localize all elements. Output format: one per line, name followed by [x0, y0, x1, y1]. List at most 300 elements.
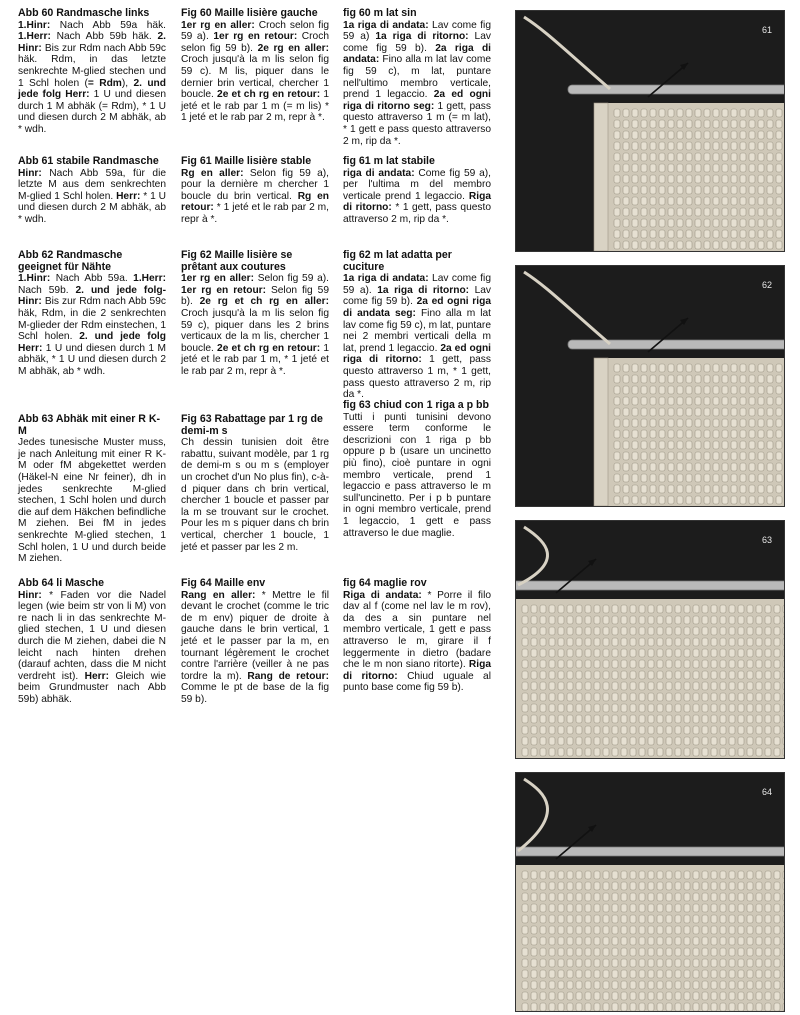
stitch [594, 671, 600, 679]
stitch [567, 871, 573, 879]
stitch [668, 120, 674, 128]
stitch [758, 364, 764, 372]
stitch [684, 937, 690, 945]
stitch [522, 871, 528, 879]
stitch [749, 430, 755, 438]
stitch [765, 638, 771, 646]
stitch [686, 241, 692, 249]
stitch [630, 992, 636, 1000]
stitch [614, 474, 620, 482]
stitch [630, 660, 636, 668]
stitch [641, 375, 647, 383]
stitch [639, 937, 645, 945]
stitch [603, 682, 609, 690]
stitch [731, 430, 737, 438]
stitch [641, 485, 647, 493]
stitch [731, 186, 737, 194]
stitch [765, 915, 771, 923]
stitch [540, 660, 546, 668]
stitch [540, 981, 546, 989]
stitch [641, 408, 647, 416]
stitch [758, 219, 764, 227]
stitch [549, 937, 555, 945]
stitch [711, 959, 717, 967]
stitch [614, 452, 620, 460]
stitch [585, 616, 591, 624]
stitch [632, 386, 638, 394]
stitch [684, 638, 690, 646]
stitch [677, 430, 683, 438]
stitch [567, 748, 573, 756]
stitch [686, 153, 692, 161]
stitch [731, 120, 737, 128]
stitch [659, 408, 665, 416]
stitch [639, 726, 645, 734]
instruction-label: Riga di ritorno: [343, 190, 491, 214]
stitch [774, 915, 780, 923]
stitch [720, 715, 726, 723]
stitch [711, 915, 717, 923]
stitch [657, 682, 663, 690]
stitch [686, 386, 692, 394]
stitch [603, 970, 609, 978]
stitch [641, 441, 647, 449]
stitch [684, 992, 690, 1000]
stitch [612, 926, 618, 934]
stitch [756, 1003, 762, 1011]
stitch [686, 419, 692, 427]
stitch [729, 660, 735, 668]
stitch [713, 164, 719, 172]
stitch [668, 109, 674, 117]
stitch [711, 937, 717, 945]
instruction-label: Rang de retour: [247, 670, 329, 682]
stitch [713, 142, 719, 150]
stitch [704, 485, 710, 493]
stitch [756, 926, 762, 934]
stitch [765, 981, 771, 989]
stitch [684, 726, 690, 734]
stitch [540, 605, 546, 613]
instruction-text: Lav come fig 59 a) [343, 19, 491, 43]
stitch [756, 992, 762, 1000]
stitch [522, 726, 528, 734]
stitch [740, 142, 746, 150]
stitch [558, 660, 564, 668]
stitch [729, 638, 735, 646]
stitch [765, 992, 771, 1000]
stitch [614, 230, 620, 238]
stitch [747, 638, 753, 646]
stitch [623, 109, 629, 117]
stitch [675, 715, 681, 723]
stitch [731, 142, 737, 150]
instruction-text: * 1 U und diesen durch 2 M abhäk, ab * wdh. [18, 190, 166, 225]
crochet-hook [568, 85, 784, 94]
stitch [531, 981, 537, 989]
stitch [749, 131, 755, 139]
stitch [614, 164, 620, 172]
stitch [695, 153, 701, 161]
stitch [648, 981, 654, 989]
stitch [675, 937, 681, 945]
stitch [702, 926, 708, 934]
stitch [704, 474, 710, 482]
stitch [684, 616, 690, 624]
stitch [594, 915, 600, 923]
stitch [549, 726, 555, 734]
stitch [614, 408, 620, 416]
stitch [711, 693, 717, 701]
stitch [603, 1003, 609, 1011]
section-title: Abb 61 stabile Randmasche [18, 155, 159, 167]
stitch [650, 397, 656, 405]
stitch [632, 375, 638, 383]
stitch [632, 452, 638, 460]
stitch [659, 452, 665, 460]
stitch [531, 693, 537, 701]
stitch [693, 649, 699, 657]
stitch [549, 682, 555, 690]
stitch [747, 937, 753, 945]
stitch [630, 1003, 636, 1011]
instruction-text: Croch jusqu'à la m lis selon fig 59 c), piquer dans les 2 brins verticaux de la m lis, chercher 1 boucle. [181, 307, 329, 354]
instruction-text: Selon fig 59 a). [253, 273, 329, 285]
instruction-label: 2a riga di andata: [343, 42, 491, 66]
stitch [567, 1003, 573, 1011]
stitch [783, 737, 784, 745]
stitch [585, 693, 591, 701]
stitch [722, 109, 728, 117]
stitch [603, 871, 609, 879]
stitch [693, 605, 699, 613]
section-title: Abb 63 Abhäk mit einer R K-M [18, 413, 161, 437]
stitch [729, 671, 735, 679]
stitch [659, 474, 665, 482]
stitch [558, 926, 564, 934]
stitch [738, 748, 744, 756]
stitch [659, 175, 665, 183]
stitch [641, 397, 647, 405]
stitch [522, 715, 528, 723]
stitch [650, 496, 656, 504]
stitch [576, 959, 582, 967]
stitch [713, 197, 719, 205]
stitch [767, 397, 773, 405]
stitch [567, 616, 573, 624]
section-title: fig 64 maglie rov [343, 577, 427, 589]
stitch [722, 375, 728, 383]
instruction-label: 2e et ch rg en retour: [217, 342, 321, 354]
stitch [765, 649, 771, 657]
stitch [522, 638, 528, 646]
stitch [567, 981, 573, 989]
stitch [659, 230, 665, 238]
stitch [747, 682, 753, 690]
stitch [776, 175, 782, 183]
stitch [774, 682, 780, 690]
stitch [603, 959, 609, 967]
stitch [567, 638, 573, 646]
stitch [659, 109, 665, 117]
stitch [648, 970, 654, 978]
stitch [522, 627, 528, 635]
stitch [659, 186, 665, 194]
stitch [776, 430, 782, 438]
section-fig-61 [181, 156, 329, 226]
stitch [711, 882, 717, 890]
stitch [632, 164, 638, 172]
stitch [765, 937, 771, 945]
stitch [783, 904, 784, 912]
stitch [567, 726, 573, 734]
stitch [558, 704, 564, 712]
stitch [603, 937, 609, 945]
stitch [695, 142, 701, 150]
stitch [621, 882, 627, 890]
stitch [704, 241, 710, 249]
stitch [783, 959, 784, 967]
stitch [704, 219, 710, 227]
stitch [585, 981, 591, 989]
stitch [713, 408, 719, 416]
stitch [594, 605, 600, 613]
stitch [702, 660, 708, 668]
section-title: fig 61 m lat stabile [343, 155, 435, 167]
stitch [630, 937, 636, 945]
stitch [659, 430, 665, 438]
stitch [695, 197, 701, 205]
stitch [632, 474, 638, 482]
stitch [641, 463, 647, 471]
stitch [783, 748, 784, 756]
stitch [623, 120, 629, 128]
stitch [756, 893, 762, 901]
stitch [675, 882, 681, 890]
stitch [695, 186, 701, 194]
stitch [567, 649, 573, 657]
stitch [783, 981, 784, 989]
stitch [540, 904, 546, 912]
section-body [343, 168, 491, 226]
stitch [650, 430, 656, 438]
stitch [740, 153, 746, 161]
stitch [567, 704, 573, 712]
stitch [648, 959, 654, 967]
stitch [549, 693, 555, 701]
instruction-text: Croch selon fig 59 a). [181, 19, 329, 43]
stitch [666, 715, 672, 723]
stitch [767, 186, 773, 194]
stitch [549, 616, 555, 624]
stitch [722, 197, 728, 205]
stitch [522, 660, 528, 668]
stitch [722, 208, 728, 216]
photo-figure-61 [515, 10, 785, 252]
stitch [549, 871, 555, 879]
stitch [614, 463, 620, 471]
stitch [693, 748, 699, 756]
stitch [668, 153, 674, 161]
stitch [594, 981, 600, 989]
stitch [603, 649, 609, 657]
stitch [594, 638, 600, 646]
stitch [621, 981, 627, 989]
stitch [729, 926, 735, 934]
stitch [531, 948, 537, 956]
instruction-text: Selon fig 59 b). [181, 284, 329, 308]
stitch [540, 893, 546, 901]
stitch [774, 893, 780, 901]
stitch [612, 660, 618, 668]
stitch [776, 186, 782, 194]
stitch [675, 981, 681, 989]
stitch [567, 970, 573, 978]
stitch [639, 748, 645, 756]
stitch [776, 109, 782, 117]
stitch [783, 726, 784, 734]
stitch [621, 638, 627, 646]
stitch [567, 959, 573, 967]
stitch [711, 970, 717, 978]
stitch [675, 893, 681, 901]
stitch [549, 638, 555, 646]
stitch [702, 605, 708, 613]
stitch [686, 485, 692, 493]
stitch [765, 926, 771, 934]
stitch [639, 1003, 645, 1011]
stitch [684, 693, 690, 701]
stitch [623, 419, 629, 427]
stitch [693, 682, 699, 690]
stitch [774, 904, 780, 912]
stitch [641, 386, 647, 394]
stitch [648, 737, 654, 745]
stitch [576, 981, 582, 989]
stitch [695, 430, 701, 438]
stitch [540, 638, 546, 646]
stitch [630, 737, 636, 745]
stitch [747, 915, 753, 923]
stitch [657, 871, 663, 879]
stitch [641, 474, 647, 482]
stitch [576, 871, 582, 879]
stitch [594, 970, 600, 978]
stitch [668, 364, 674, 372]
instruction-label: Rg en aller: [181, 167, 244, 179]
stitch [603, 605, 609, 613]
stitch [639, 981, 645, 989]
stitch [648, 715, 654, 723]
stitch [738, 627, 744, 635]
stitch [666, 660, 672, 668]
section-title: fig 63 chiud con 1 riga a p bb [343, 399, 489, 411]
stitch [650, 131, 656, 139]
stitch [540, 671, 546, 679]
stitch [623, 153, 629, 161]
instruction-text: Jedes tunesische Muster muss, je nach Anleitung mit einer R K-M oder fM abgekettet werden (Häkel-N eine Nr feiner), dh in jedes senkrechte M-glied stechen, 1 Schl holen und durch die auf dem Häkchen befindliche M ziehen. Bei fM in jedes senkrechte M-glied stechen, 1 Schl holen, 1 U und durch beide M ziehen. [18, 437, 166, 565]
stitch [767, 441, 773, 449]
stitch [738, 915, 744, 923]
stitch [756, 660, 762, 668]
stitch [774, 638, 780, 646]
stitch [639, 970, 645, 978]
stitch [632, 219, 638, 227]
stitch [657, 915, 663, 923]
stitch [657, 893, 663, 901]
stitch [576, 893, 582, 901]
stitch [720, 649, 726, 657]
stitch [693, 904, 699, 912]
stitch [731, 375, 737, 383]
stitch [650, 386, 656, 394]
stitch [603, 726, 609, 734]
stitch [540, 737, 546, 745]
instruction-label: Rang en aller: [181, 589, 256, 601]
stitch [693, 893, 699, 901]
stitch [549, 748, 555, 756]
stitch [749, 230, 755, 238]
stitch [623, 164, 629, 172]
stitch [632, 109, 638, 117]
instruction-text: Gleich wie beim Grundmuster nach Abb 59b) abhäk. [18, 670, 166, 705]
figure-number: 62 [761, 280, 772, 290]
stitch [632, 419, 638, 427]
stitch [677, 186, 683, 194]
stitch [783, 871, 784, 879]
stitch [776, 364, 782, 372]
stitch [695, 120, 701, 128]
stitch [740, 364, 746, 372]
stitch [749, 364, 755, 372]
stitch [567, 904, 573, 912]
instruction-text: Lav come fig 59 a). [343, 273, 491, 296]
stitch [558, 737, 564, 745]
stitch [576, 638, 582, 646]
stitch [684, 715, 690, 723]
stitch [747, 992, 753, 1000]
stitch [639, 992, 645, 1000]
stitch [630, 671, 636, 679]
instruction-label: 2e et ch rg en retour: [217, 89, 321, 101]
stitch [630, 970, 636, 978]
stitch [695, 485, 701, 493]
stitch [666, 682, 672, 690]
instruction-text: Croch jusqu'à la m lis selon fig 59 c). M lis, piquer dans le dernier brin vertical, chercher 1 boucle. [181, 54, 329, 101]
stitch [738, 981, 744, 989]
stitch [677, 441, 683, 449]
stitch [774, 660, 780, 668]
stitch [747, 671, 753, 679]
instruction-text: 1 jeté et le rab par 1 m, * 1 jeté et le rab par 2 m, repr à *. [181, 342, 330, 377]
stitch [675, 682, 681, 690]
stitch [722, 397, 728, 405]
stitch [756, 682, 762, 690]
stitch [693, 981, 699, 989]
stitch [758, 386, 764, 394]
stitch [713, 452, 719, 460]
stitch [711, 605, 717, 613]
section-title: fig 62 m lat adatta per cuciture [343, 249, 452, 273]
stitch [650, 241, 656, 249]
stitch [758, 397, 764, 405]
stitch [756, 904, 762, 912]
instruction-text: * 1 gett, pass questo attraverso 2 m, rip da *. [343, 202, 491, 225]
stitch [612, 682, 618, 690]
stitch [711, 1003, 717, 1011]
stitch [702, 959, 708, 967]
photo-figure-64 [515, 772, 785, 1012]
